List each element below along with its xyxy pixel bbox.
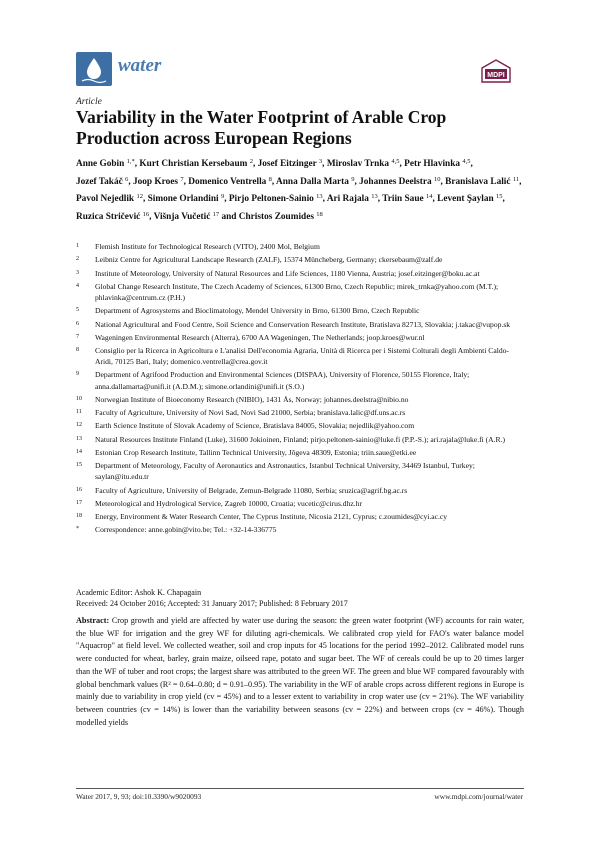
author-name-text: Ari Rajala: [326, 194, 369, 205]
affiliation-item: [76, 524, 526, 535]
author-affiliation-marker: 9: [351, 175, 355, 183]
author-name-text: Jozef Takáč: [76, 176, 123, 187]
author-affiliation-marker: 13: [371, 193, 378, 201]
affiliation-text: Department of Agrosystems and Bioclimatology, Mendel University in Brno, 61300 Brno, Czech Republic: [95, 306, 420, 316]
affiliation-item: [76, 511, 526, 522]
author-affiliation-marker: 17: [212, 210, 220, 218]
affiliation-number: 18: [76, 513, 82, 520]
author-affiliation-marker: 9: [220, 193, 225, 201]
author-name: [76, 194, 143, 204]
affiliation-text: Earth Science Institute of Slovak Academy of Science, Bratislava 84005, Slovakia; nejedlik@yahoo.com: [95, 421, 415, 431]
affiliation-number: 13: [76, 435, 82, 442]
author-name-text: Triin Saue: [382, 194, 424, 205]
affiliation-item: [76, 485, 526, 496]
affiliation-text: Energy, Environment & Water Research Center, The Cyprus Institute, Nicosia 2121, Cyprus; c.zoumides@cyi.ac.cy: [95, 512, 448, 522]
paper-title: Variability in the Water Footprint of Arable Crop Production across European Regions: [76, 107, 447, 148]
affiliation-number: 4: [76, 282, 79, 289]
publication-dates: Received: 24 October 2016; Accepted: 31 January 2017; Published: 8 February 2017: [76, 598, 348, 608]
author-name-text: Levent Şaylan: [437, 194, 494, 205]
svg-text:MDPI: MDPI: [487, 72, 505, 79]
affiliation-text: Flemish Institute for Technological Research (VITO), 2400 Mol, Belgium: [95, 242, 320, 251]
affiliation-item: [76, 305, 526, 316]
author-name-text: Miroslav Trnka: [326, 159, 390, 169]
affiliation-item: [76, 420, 526, 431]
author-affiliation-marker: 4,5: [391, 158, 400, 165]
academic-editor: Academic Editor: Ashok K. Chapagain: [76, 588, 202, 597]
footer-citation: Water 2017, 9, 93; doi:10.3390/w9020093: [76, 792, 202, 801]
author-affiliation-marker: 10: [434, 175, 441, 183]
affiliation-number: 16: [76, 486, 82, 493]
affiliation-item: [76, 332, 526, 343]
affiliation-number: 14: [76, 448, 82, 455]
abstract-label: Abstract:: [76, 616, 110, 625]
author-name: [154, 212, 220, 222]
affiliation-number: 7: [76, 333, 79, 340]
footer-journal-link[interactable]: www.mdpi.com/journal/water: [434, 792, 523, 801]
mdpi-logo-icon: [478, 58, 514, 84]
affiliation-item: [76, 268, 526, 279]
article-type: Article: [76, 97, 102, 107]
affiliation-item: [76, 319, 526, 330]
affiliation-item: [76, 394, 526, 405]
author-name-text: Josef Eitzinger: [257, 159, 317, 169]
affiliation-text: Norwegian Institute of Bioeconomy Research (NIBIO), 1431 Ås, Norway; johannes.deelstra@nibio.no: [95, 394, 409, 404]
author-name: [437, 194, 502, 204]
affiliation-text: Global Change Research Institute, The Czech Academy of Sciences, 61300 Brno, Czech Republic; mirek_trnka@yahoo.com (M.T.); phlavinka@centrum.cz (P.H.): [95, 281, 499, 302]
author-affiliation-marker: 12: [136, 193, 143, 201]
affiliation-text: Department of Agrifood Production and Environmental Sciences (DISPAA), University of Florence, 50155 Florence, Italy; anna.dallamarta@unifi.it (A.D.M.); simone.orlandini@unifi.it (S.O.): [95, 370, 470, 391]
affiliation-number: 2: [76, 256, 79, 263]
affiliation-item: [76, 407, 526, 418]
affiliation-text: Correspondence: anne.gobin@vito.be; Tel.: +32-14-336775: [95, 525, 277, 535]
author-name: [382, 194, 432, 204]
abstract-text: Crop growth and yield are affected by water use during the season: the green water footprint (WF) accounts for rain water, the blue WF for irrigation and the grey WF for diluting agri-chemicals. We calibrated crop yield for FAO's water balance model "Aquacrop" at field level. We collected weather, soil and crop inputs for 45 locations for the period 1992–2012. Calibrated model runs were conducted for wheat, barley, grain maize, oilseed rape, potato and sugar beet. The WF of cereals could be up to 20 times larger than the WF of tuber and root crops; the largest share was attributed to the green WF. The green and blue WF compared favourably with global benchmark values (R² = 0.64–0.80; d = 0.91–0.95). The variability in the WF of arable crops across different regions in Europe is mainly due to variability in crop yield (cv = 45%) and to a lesser extent to variability in crop water use (cv = 21%). The WF variability between countries (cv = 14%) is lower than the variability between seasons (cv = 22%) and between crops (cv = 46%). Though modelled yields: [76, 616, 525, 727]
author-name: [188, 177, 272, 187]
author-name: [276, 177, 354, 187]
author-name-text: Anne Gobin: [76, 159, 125, 169]
author-name-text: Anna Dalla Marta: [276, 176, 349, 187]
author-affiliation-marker: 18: [316, 210, 323, 218]
affiliation-item: [76, 369, 526, 391]
affiliation-text: Faculty of Agriculture, University of Novi Sad, Novi Sad 21000, Serbia; branislava.lalic@df.uns.ac.rs: [95, 408, 406, 418]
affiliation-number: 6: [76, 320, 79, 327]
affiliation-text: Department of Meteorology, Faculty of Aeronautics and Astronautics, Istanbul Technical University, 34469 Istanbul, Turkey; saylan@itu.edu.tr: [95, 461, 475, 482]
author-name: [359, 177, 440, 187]
author-affiliation-marker: 7: [180, 175, 184, 183]
journal-logo-icon: [76, 52, 112, 86]
author-affiliation-marker: 8: [268, 175, 272, 183]
author-name-text: Johannes Deelstra: [359, 176, 432, 187]
affiliation-item: [76, 254, 526, 265]
affiliation-text: Faculty of Agriculture, University of Belgrade, Zemun-Belgrade 11080, Serbia; sruzica@agrif.bg.ac.rs: [95, 485, 408, 495]
author-name-text: Petr Hlavinka: [404, 159, 461, 169]
author-name-text: Ruzica Stričević: [76, 211, 141, 222]
author-affiliation-marker: 2: [249, 158, 253, 165]
author-affiliation-marker: 4,5: [462, 158, 471, 165]
author-affiliation-marker: 6: [125, 175, 129, 183]
footer-divider: [76, 788, 524, 789]
author-name: [76, 212, 149, 222]
author-name: [327, 194, 378, 204]
affiliation-number: 17: [76, 499, 82, 506]
affiliation-item: [76, 460, 526, 482]
affiliation-item: [76, 241, 526, 252]
abstract: [76, 615, 524, 729]
affiliation-text: Consiglio per la Ricerca in Agricoltura e L'analisi Dell'economia Agraria, Unità di Ricerca per i Sistemi Colturali degli Ambienti Caldo-Aridi, 70125 Bari, Italy; domenico.ventrella@crea.gov.it: [95, 346, 509, 367]
author-name: [76, 177, 128, 187]
author-name: [404, 159, 470, 169]
author-name-text: Pavol Nejedlik: [76, 194, 135, 205]
affiliation-text: Natural Resources Institute Finland (Luke), 31600 Jokioinen, Finland; pirjo.peltonen-sainio@luke.fi (P.P.-S.); ari.rajala@luke.fi (A.R.): [95, 434, 506, 444]
affiliation-number: 8: [76, 347, 79, 354]
affiliation-number: 3: [76, 269, 79, 276]
affiliation-number: *: [76, 526, 79, 533]
affiliation-number: 10: [76, 395, 82, 402]
journal-name: water: [118, 55, 162, 76]
author-name: [258, 159, 323, 169]
affiliation-item: [76, 498, 526, 509]
affiliation-text: Institute of Meteorology, University of Natural Resources and Life Sciences, 1180 Vienna, Austria; josef.eitzinger@boku.ac.at: [95, 268, 480, 278]
affiliation-item: [76, 447, 526, 458]
affiliation-text: Leibniz Centre for Agricultural Landscape Research (ZALF), 15374 Müncheberg, Germany; ckersebaum@zalf.de: [95, 255, 443, 265]
author-name-text: Pirjo Peltonen-Sainio: [228, 194, 314, 205]
author-name: [445, 177, 519, 187]
affiliation-text: Meteorological and Hydrological Service, Zagreb 10000, Croatia; vucetic@cirus.dhz.hr: [95, 498, 362, 508]
author-name-text: Kurt Christian Kersebaum: [139, 159, 248, 169]
author-name: [327, 159, 400, 169]
author-name: [133, 177, 184, 187]
affiliation-number: 5: [76, 307, 79, 314]
author-affiliation-marker: 1,*: [126, 158, 135, 165]
author-name-text: Simone Orlandini: [147, 194, 219, 205]
affiliation-item: [76, 434, 526, 445]
affiliation-text: Wageningen Environmental Research (Alterra), 6700 AA Wageningen, The Netherlands; joop.kroes@wur.nl: [95, 332, 425, 342]
affiliation-item: [76, 281, 526, 303]
author-affiliation-marker: 15: [496, 193, 503, 201]
author-name: [148, 194, 225, 204]
affiliation-number: 11: [76, 409, 82, 416]
affiliation-number: 12: [76, 422, 82, 429]
author-name-text: Joop Kroes: [132, 176, 179, 187]
author-name-text: Branislava Lalić: [445, 176, 511, 187]
affiliation-number: 1: [76, 243, 79, 249]
affiliation-text: Estonian Crop Research Institute, Tallinn Technical University, Jõgeva 48309, Estonia; triin.saue@etki.ee: [95, 447, 417, 457]
author-name: [76, 159, 135, 169]
affiliation-item: [76, 345, 526, 367]
author-affiliation-marker: 3: [318, 158, 323, 165]
author-name: [139, 159, 253, 169]
author-name-text: Višnja Vučetić: [153, 211, 211, 222]
author-name-text: Christos Zoumides: [238, 211, 314, 222]
author-name-text: Domenico Ventrella: [188, 176, 267, 187]
author-affiliation-marker: 14: [425, 193, 433, 201]
article-meta: [76, 588, 348, 609]
author-list: Anne Gobin $^{1,*}$, Kurt Christian Kersebaum $^2$, Josef Eitzinger $^3$, Miroslav Trnka $^{4,5}$, Petr Hlavinka $^{4,5}$, Jozef Takáč $^6$, Joop Kroes $^7$, Domenico Ventrella $^8$, Anna Dalla Marta $^9$, Johannes Deelstra $^{10}$, Branislava Lalić $^{11}$, Pavol Nejedlik $^{12}$, Simone Orlandini $^9$, Pirjo Peltonen-Sainio $^{13}$, Ari Rajala $^{13}$, Triin Saue $^{14}$, Levent Şaylan $^{15}$, Ruzica Stričević $^{16}$, Višnja Vučetić $^{17}$ and Christos Zoumides $^{18}$: [76, 158, 522, 222]
affiliation-text: National Agricultural and Food Centre, Soil Science and Conservation Research Institute, Bratislava 82713, Slovakia; j.takac@vupop.sk: [95, 319, 511, 329]
author-name: [239, 212, 323, 222]
affiliation-number: 15: [76, 462, 82, 469]
affiliation-list: [76, 241, 526, 538]
author-name: [229, 194, 323, 204]
affiliation-number: 9: [76, 371, 79, 378]
author-affiliation-marker: 11: [512, 175, 520, 183]
author-affiliation-marker: 13: [316, 193, 323, 201]
author-affiliation-marker: 16: [142, 210, 150, 218]
